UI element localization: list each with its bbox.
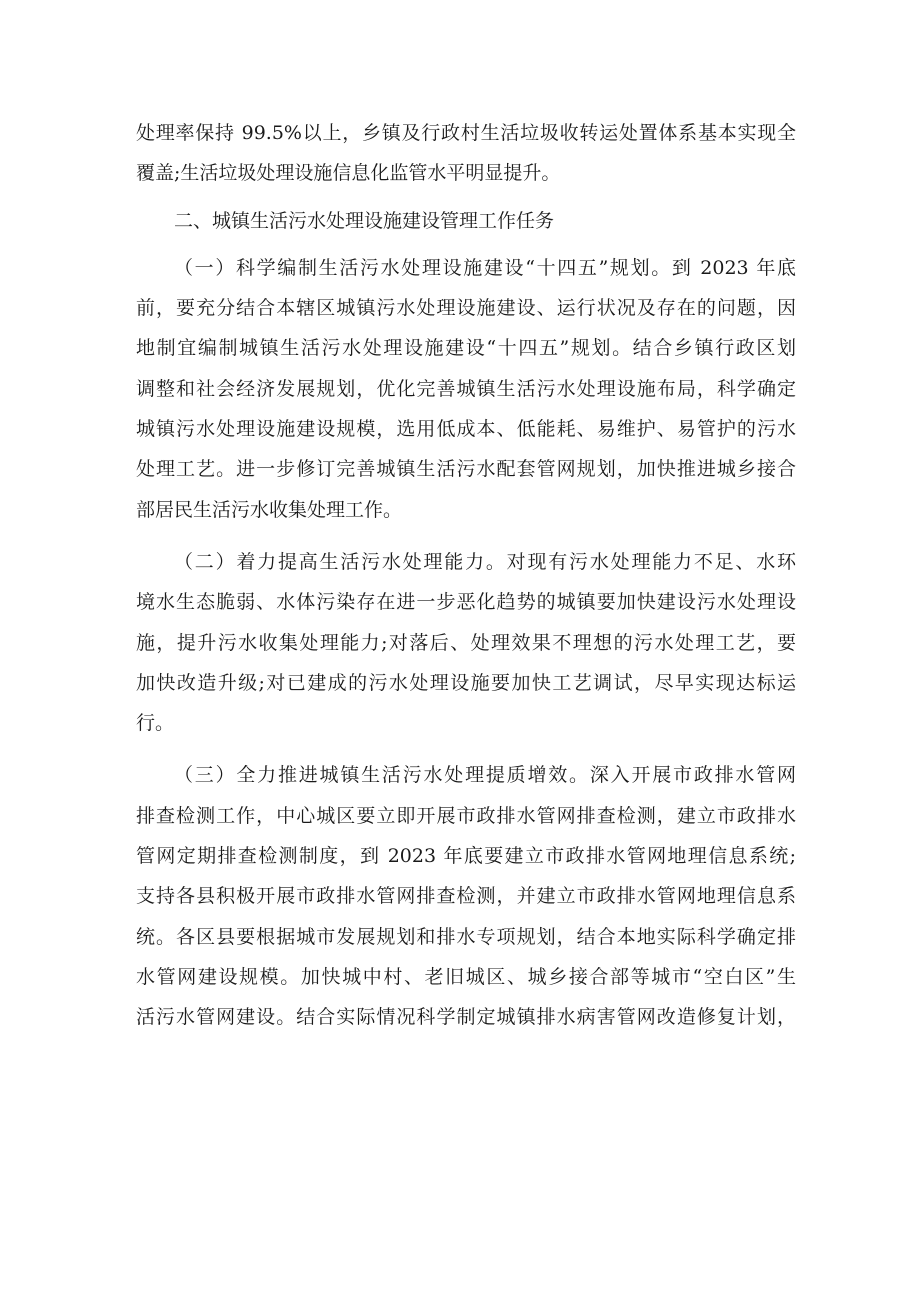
- text-line: 处理率保持 99.5%以上，乡镇及行政村生活垃圾收转运处置体系基本实现全: [136, 122, 796, 144]
- paragraph-item-1: [136, 248, 796, 530]
- text-line: 加快改造升级;对已建成的污水处理设施要加快工艺调试，尽早实现达标运: [136, 671, 796, 694]
- text-line: 调整和社会经济发展规划，优化完善城镇生活污水处理设施布局，科学确定: [136, 377, 796, 400]
- text-line: 施，提升污水收集处理能力;对落后、处理效果不理想的污水处理工艺，要: [136, 631, 796, 654]
- text-line: （二）着力提高生活污水处理能力。对现有污水处理能力不足、水环: [174, 550, 796, 573]
- paragraph-item-2: [136, 542, 796, 743]
- text-line: 处理工艺。进一步修订完善城镇生活污水配套管网规划，加快推进城乡接合: [136, 458, 796, 481]
- heading-line: 二、城镇生活污水处理设施建设管理工作任务: [174, 209, 555, 232]
- text-line: 行。: [136, 712, 175, 735]
- text-line: 支持各县积极开展市政排水管网排查检测，并建立市政排水管网地理信息系: [136, 885, 796, 908]
- text-line: 管网定期排查检测制度，到 2023 年底要建立市政排水管网地理信息系统;: [136, 845, 796, 868]
- paragraph-continuation: [136, 113, 796, 194]
- text-line: 前，要充分结合本辖区城镇污水处理设施建设、运行状况及存在的问题，因: [136, 297, 796, 320]
- text-line: 统。各区县要根据城市发展规划和排水专项规划，结合本地实际科学确定排: [136, 925, 796, 948]
- text-line: 地制宜编制城镇生活污水处理设施建设“十四五”规划。结合乡镇行政区划: [136, 337, 796, 360]
- text-line: 部居民生活污水收集处理工作。: [136, 498, 403, 521]
- text-line: 排查检测工作，中心城区要立即开展市政排水管网排查检测，建立市政排水: [136, 804, 796, 827]
- document-body: [136, 113, 796, 1038]
- paragraph-item-3: [136, 755, 796, 1037]
- text-line: 境水生态脆弱、水体污染存在进一步恶化趋势的城镇要加快建设污水处理设: [136, 591, 796, 614]
- text-line: 覆盖;生活垃圾处理设施信息化监管水平明显提升。: [136, 162, 561, 185]
- text-line: （三）全力推进城镇生活污水处理提质增效。深入开展市政排水管网: [174, 764, 796, 787]
- text-line: 城镇污水处理设施建设规模，选用低成本、低能耗、易维护、易管护的污水: [136, 418, 796, 441]
- text-line: （一）科学编制生活污水处理设施建设“十四五”规划。到 2023 年底: [174, 256, 796, 279]
- text-line: 活污水管网建设。结合实际情况科学制定城镇排水病害管网改造修复计划，: [136, 1006, 796, 1029]
- text-line: 水管网建设规模。加快城中村、老旧城区、城乡接合部等城市“空白区”生: [136, 965, 796, 988]
- section-heading: [136, 201, 796, 241]
